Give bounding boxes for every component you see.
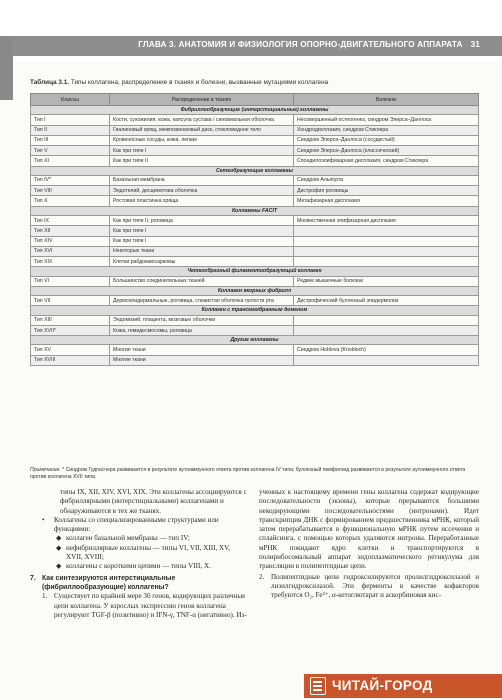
cell-distribution: Кожа, гемидесмосомы, роговица [110, 325, 294, 335]
left-column [30, 488, 248, 620]
answer-text: Полипептидные цепи гидроксилируются пролилгидроксилазой и лизилгидроксилазой. Эти ферменты в качестве кофакторов требуются O₂, Fe²⁺, α-кетоглютарат и аскорбиновая кис- [271, 572, 479, 600]
cell-disease: Дистрофия роговицы [294, 186, 479, 196]
answer-item [259, 573, 479, 601]
cell-distribution: Большинство соединительных тканей [110, 276, 294, 286]
cell-class: Тип X [31, 196, 110, 206]
cell-class: Тип I [31, 115, 110, 125]
cell-distribution: Многие ткани [110, 345, 294, 355]
header-diseases: Болезни [294, 94, 479, 106]
cell-disease [294, 226, 479, 236]
left-continuation: типы IX, XII, XIV, XVI, XIX. Эти коллагены ассоциируются с фибриллярными (интерстициальными) коллагенами и обнаруживаются в тех же тканях. [60, 488, 247, 515]
chapter-tab [0, 36, 13, 100]
cell-class: Тип IV* [31, 175, 110, 185]
section-row [31, 206, 479, 215]
section-row [31, 166, 479, 175]
cell-disease: Синдром Элерса–Данлоса (сосудистый) [294, 135, 479, 145]
cell-class: Тип IX [31, 215, 110, 225]
cell-disease: Хондродисплазия, синдром Стиклера [294, 125, 479, 135]
table-row [31, 135, 479, 145]
cell-disease: Спондилоэпифизарная дисплазия, синдром Стиклера [294, 156, 479, 166]
table-row [31, 156, 479, 166]
cell-class: Тип XVIII [31, 355, 110, 365]
cell-distribution: Как при типе II, роговица [110, 215, 294, 225]
answer-number: 1. [42, 592, 48, 601]
list-item-text: Коллагены со специализированными структурами или функциями: [54, 515, 219, 534]
cell-distribution: Как при типе I [110, 226, 294, 236]
cell-class: Тип V [31, 146, 110, 156]
section-row [31, 286, 479, 295]
cell-class: Тип VII [31, 296, 110, 306]
diamond-marker: ◆ [56, 534, 62, 543]
table-row [31, 125, 479, 135]
page-number: 31 [470, 40, 480, 49]
cell-disease [294, 257, 479, 267]
table-caption-label: Таблица 3.1. [30, 79, 70, 86]
cell-class: Тип XVI [31, 246, 110, 256]
cell-distribution: Как при типе I [110, 236, 294, 246]
cell-distribution: Многие ткани [110, 355, 294, 365]
note-text: * Синдром Гудпасчера развивается в результате аутоиммунного ответа против коллагена IV типа; буллезный пемфигоид развивается в результате аутоиммунного ответа против коллагена XVII типа. [30, 467, 466, 480]
table-row [31, 186, 479, 196]
table-row [31, 175, 479, 185]
section-title: Коллагены FACIT [31, 206, 479, 215]
sub-item-text: коллаген базальной мембраны — тип IV; [66, 534, 190, 543]
cell-distribution: Кости, сухожилия, кожа, капсула сустава / синовиальная оболочка [110, 115, 294, 125]
section-title: Четкообразный филаментообразующий коллаген [31, 267, 479, 276]
watermark-text: ЧИТАЙ-ГОРОД [332, 678, 433, 693]
bullet-marker: • [42, 515, 45, 524]
cell-class: Тип VIII [31, 186, 110, 196]
note-label: Примечание. [30, 467, 61, 473]
cell-class: Тип XIII [31, 315, 110, 325]
sub-item-text: нефибриллярные коллагены — типы VI, VII, XIII, XV, XVII, XVIII; [66, 543, 231, 562]
cell-distribution: Эндомизий, плацента, мозговые оболочки [110, 315, 294, 325]
cell-class: Тип VI [31, 276, 110, 286]
cell-disease: Несовершенный остеогенез, синдром Элерса–Данлоса [294, 115, 479, 125]
header-classes: Классы [31, 94, 110, 106]
table-row [31, 215, 479, 225]
cell-class: Тип XIV [31, 236, 110, 246]
cell-class: Тип III [31, 135, 110, 145]
cell-distribution: Дермоэпидермальные, роговица, слизистая оболочка полости рта [110, 296, 294, 306]
cell-distribution: Некоторые ткани [110, 246, 294, 256]
list-item [30, 516, 248, 535]
cell-distribution: Эндотелий, десцеметова оболочка [110, 186, 294, 196]
cell-class: Тип XVII* [31, 325, 110, 335]
question-number: 7. [30, 574, 36, 582]
cell-class: Тип II [31, 125, 110, 135]
cell-disease [294, 246, 479, 256]
section-row [31, 306, 479, 315]
cell-disease: Множественная эпифизарная дисплазия [294, 215, 479, 225]
table-row [31, 226, 479, 236]
cell-distribution: Как при типе II [110, 156, 294, 166]
question-text: Как синтезируются интерстициальные (фибриллообразующие) коллагены? [42, 574, 176, 591]
question [30, 574, 248, 593]
section-title: Другие коллагены [31, 336, 479, 345]
cell-disease: Синдром Hoblova (Knobloch) [294, 345, 479, 355]
chapter-title: ГЛАВА 3. АНАТОМИЯ И ФИЗИОЛОГИЯ ОПОРНО-ДВИГАТЕЛЬНОГО АППАРАТА [138, 40, 463, 49]
cell-disease [294, 315, 479, 325]
cell-class: Тип XV [31, 345, 110, 355]
table-row [31, 345, 479, 355]
right-column [259, 488, 479, 601]
table-row [31, 196, 479, 206]
table-row [31, 325, 479, 335]
table-caption-text: Типы коллагена, распределение в тканях и болезни, вызванные мутациями коллагена [70, 79, 329, 86]
diamond-marker: ◆ [56, 543, 62, 552]
cell-disease: Дистрофический буллезный эпидермолиз [294, 296, 479, 306]
answer-number: 2. [259, 572, 265, 581]
cell-distribution: Клетки рабдомиосаркомы [110, 257, 294, 267]
answer-item [30, 592, 248, 620]
table-row [31, 296, 479, 306]
answer-text: Существует по крайней мере 30 генов, кодирующих различные цепи коллагена. У взрослых экспрессию генов коллагена регулируют TGF-β (позитивно) и IFN-γ, TNF-α (негативно). Из- [54, 592, 247, 619]
table-row [31, 257, 479, 267]
section-row [31, 106, 479, 115]
table-row [31, 246, 479, 256]
cell-distribution: Как при типе I [110, 146, 294, 156]
cell-disease: Редкие мышечные болезни [294, 276, 479, 286]
right-continuation: ученных к настоящему времени гены коллагена содержат кодирующие последовательности (экзоны), которые прерываются большими некодирующими последовательностями (интронами). Идет транскрипция ДНК с формированием предшественника мРНК, который затем перерабатывается в функциональную мРНК путем иссечения и сплайсинга, с помощью которых удаляются интроны. Переработанные мРНК покидают ядро клетки и транспортируются в полирибосомальный аппарат эндоплазматического ретикулума для трансляции в полипептидные цепи. [259, 488, 479, 571]
table-note [30, 467, 479, 481]
table-row [31, 355, 479, 365]
diamond-marker: ◆ [56, 562, 62, 571]
cell-distribution: Ростовая пластинка хряща [110, 196, 294, 206]
cell-class: Тип XIX [31, 257, 110, 267]
cell-disease: Метафизарная дисплазия [294, 196, 479, 206]
table-header-row [31, 94, 479, 106]
section-title: Коллаген якорных фибрилл [31, 286, 479, 295]
cell-disease [294, 325, 479, 335]
cell-distribution: Базальная мембрана [110, 175, 294, 185]
collagen-table [30, 93, 479, 366]
sub-list-item [30, 544, 248, 563]
table-row [31, 276, 479, 286]
cell-class: Тип XII [31, 226, 110, 236]
sub-item-text: коллагены с короткими цепями — типы VIII, X. [66, 562, 211, 571]
section-row [31, 336, 479, 345]
section-title: Фибриллообразующие (интерстициальные) коллагены [31, 106, 479, 115]
cell-disease [294, 355, 479, 365]
sub-list-item [30, 534, 248, 543]
header-distribution: Распределение в тканях [110, 94, 294, 106]
cell-disease: Синдром Альпорта [294, 175, 479, 185]
section-title: Коллаген с трансмембранным доменом [31, 306, 479, 315]
sub-list-item [30, 562, 248, 571]
cell-distribution: Гиалиновый хрящ, межпозвонковый диск, стекловидное тело [110, 125, 294, 135]
section-row [31, 267, 479, 276]
running-header [138, 40, 480, 49]
cell-disease [294, 236, 479, 246]
watermark-banner [304, 674, 502, 698]
table-row [31, 146, 479, 156]
table-caption [30, 79, 480, 86]
book-icon [310, 677, 326, 695]
table-row [31, 115, 479, 125]
section-title: Сетеобразующие коллагены [31, 166, 479, 175]
cell-class: Тип XI [31, 156, 110, 166]
cell-distribution: Кровеносные сосуды, кожа, легкие [110, 135, 294, 145]
cell-disease: Синдром Элерса–Данлоса (классический) [294, 146, 479, 156]
table-row [31, 315, 479, 325]
table-body [31, 106, 479, 366]
table-row [31, 236, 479, 246]
